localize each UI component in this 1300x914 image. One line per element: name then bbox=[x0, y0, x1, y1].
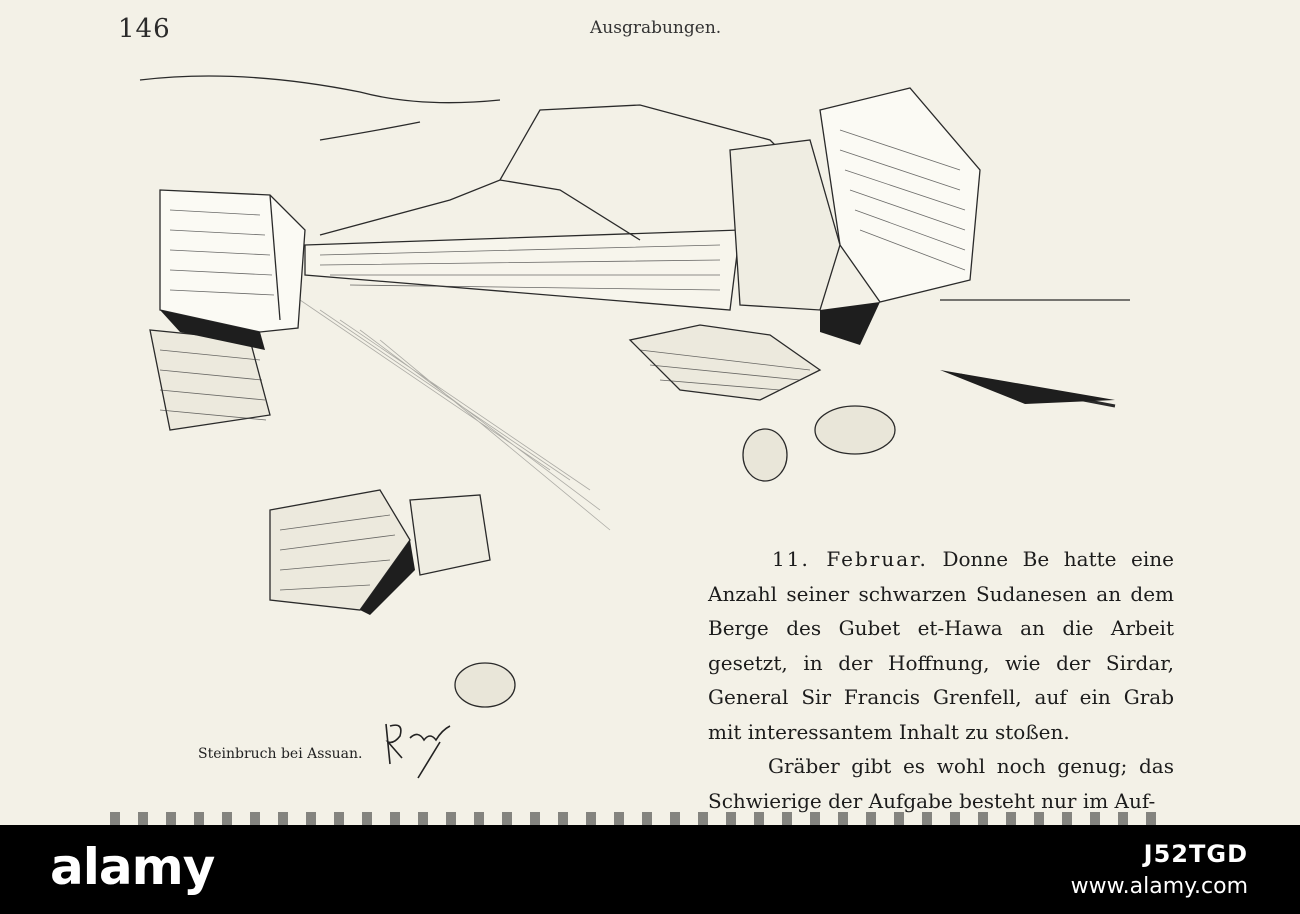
artist-signature bbox=[378, 718, 458, 780]
image-id: J52TGD bbox=[1143, 840, 1248, 868]
page-number: 146 bbox=[118, 14, 171, 44]
paragraph-1-text: Donne Be hatte eine Anzahl seiner schwarzen Sudanesen an dem Berge des Gubet et-Hawa an die Arbeit gesetzt, in der Hoffnung, wie der Sirdar, General Sir Francis Grenfell, auf ein Grab mit interessantem Inhalt zu stoßen. bbox=[708, 547, 1174, 744]
running-head: Ausgrabungen. bbox=[590, 18, 722, 38]
alamy-logo: alamy bbox=[50, 838, 215, 896]
paragraph-2: Gräber gibt es wohl noch genug; das Schwierige der Aufgabe besteht nur im Auf- bbox=[708, 754, 1174, 813]
cutoff-text-line bbox=[110, 812, 1170, 825]
body-text bbox=[708, 542, 1174, 818]
paragraph-1 bbox=[708, 542, 1174, 749]
figure-caption: Steinbruch bei Assuan. bbox=[198, 746, 363, 762]
site-url: www.alamy.com bbox=[1070, 874, 1248, 899]
date-lead: 11. Februar. bbox=[772, 547, 928, 571]
